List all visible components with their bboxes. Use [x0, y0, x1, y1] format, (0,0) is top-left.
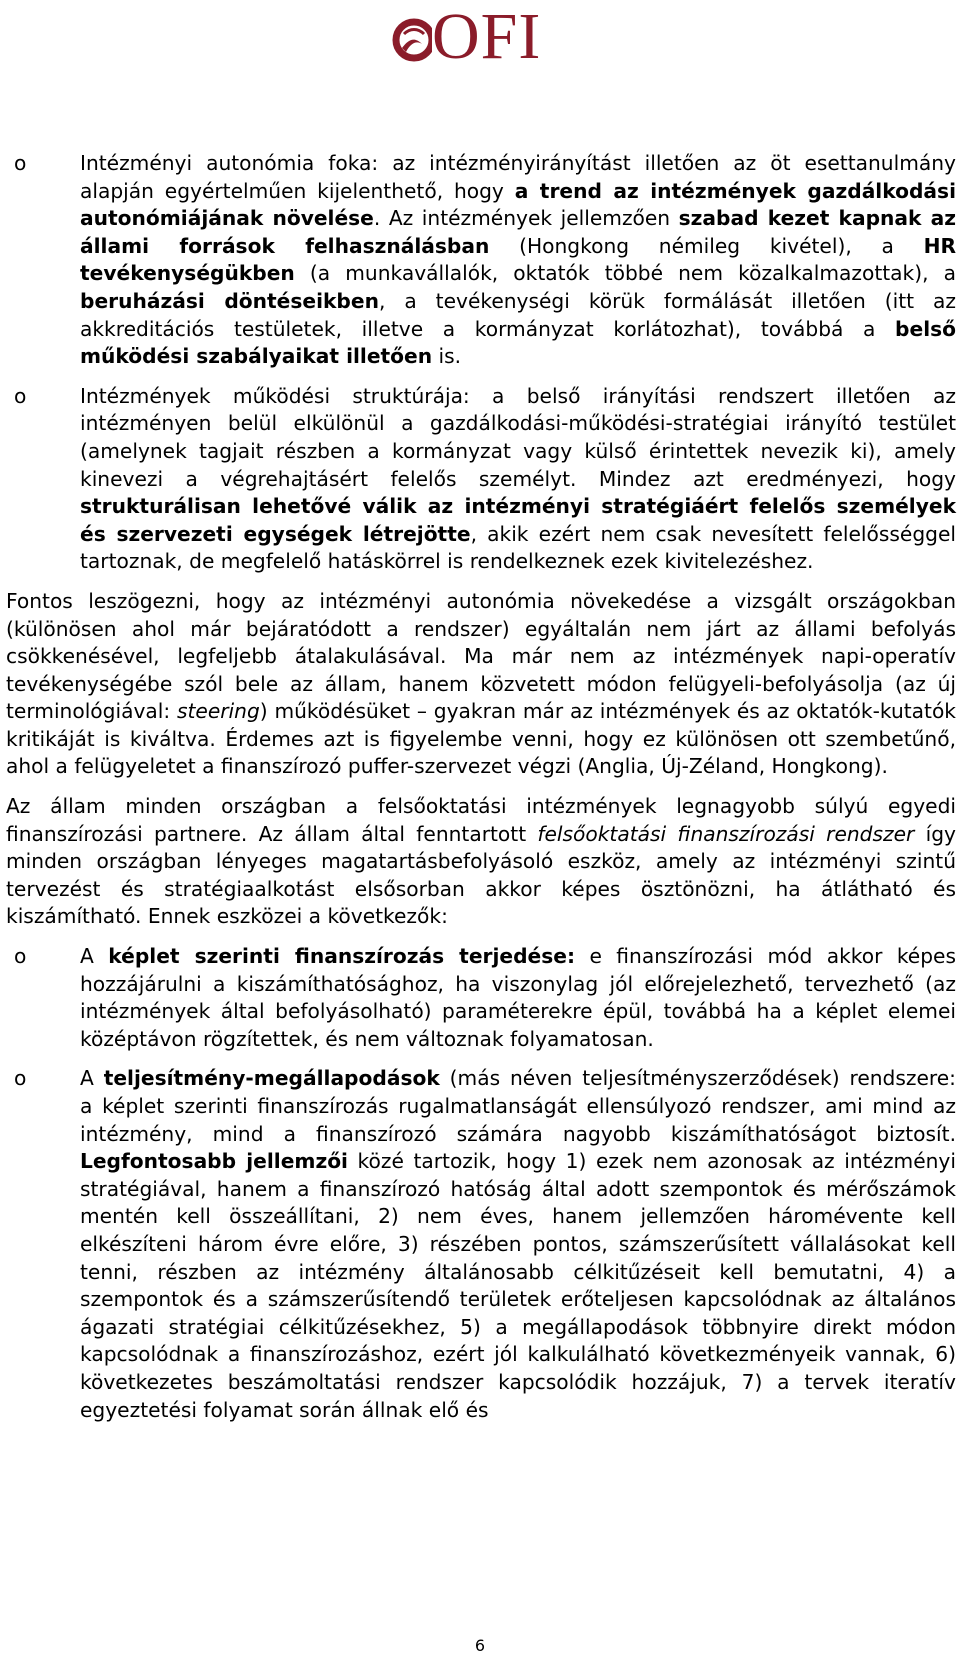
text-run: e finanszírozási mód akkor képes hozzájárulni a kiszámíthatósághoz, ha viszonylag jól előrejelezhető, tervezhető (az intézmények által befolyásolható) paraméterekre épül, továbbá ha a képlet elemei középtávon rögzítettek, és nem változnak folyamatosan. [80, 944, 956, 1051]
bullet-marker: o [14, 151, 27, 175]
text-run: A [80, 944, 109, 969]
page-number: 6 [474, 1636, 486, 1655]
text-run: (más néven teljesítményszerződések) rendszere: a képlet szerinti finanszírozás rugalmatlanságát ellensúlyozó rendszer, ami mind az intézmény, mind a finanszírozó számára nagyobb kiszámíthatóságot biztosít. [80, 1066, 956, 1146]
bold-text: belső működési szabályaikat illetően [80, 316, 956, 369]
text-run: , a tevékenységi körük formálását illetően (itt az akkreditációs testületek, illetve a kormányzat korlátozhat), továbbá a [80, 288, 956, 341]
bold-text: HR tevékenységükben [80, 233, 957, 286]
bullet-marker: o [14, 383, 27, 408]
text-run: Intézményi autonómia foka: az intézményirányítást illetően az öt esettanulmány alapján egyértelműen kijelenthető, hogy [80, 151, 956, 203]
text-run: . Az intézmények jellemzően [373, 206, 679, 231]
bullet-marker: o [14, 1066, 27, 1091]
bold-text: teljesítmény-megállapodások [103, 1066, 440, 1091]
text-run: ) működésüket – gyakran már az intézmények és az oktatók-kutatók kritikáját is kiváltva. Érdemes azt is figyelembe venni, hogy ez különösen ott szembetűnő, ahol a felügyeletet a finanszírozó puffer-szervezet végzi (Anglia, Új-Zéland, Hongkong). [6, 699, 956, 779]
text-run: közé tartozik, hogy 1) ezek nem azonosak az intézményi stratégiával, hanem a finanszírozó hatóság által adott szempontok és mérőszámok mentén kell összeállítani, 2) nem éves, hanem jellemzően háromévente kell elkészíteni három évre előre, 3) részében pontos, számszerűsített vállalásokat kell tenni, részben az intézmény általánosabb célkitűzéseit kell bemutatni, 4) a szempontok és a számszerűsítendő területek erőteljesen kapcsolódnak az általános ágazati stratégiai célkitűzésekhez, 5) a megállapodások többnyire direkt módon kapcsolódnak a finanszírozáshoz, ezért jól kalkulálható következményeik vannak, 6) következetes beszámoltatási rendszer kapcsolódik hozzájuk, 7) a tervek iteratív egyeztetési folyamat során állnak elő és [80, 1149, 956, 1422]
paragraph-list [6, 588, 956, 931]
bullet-item [6, 943, 956, 1053]
bold-text: szabad kezet kapnak az állami források felhasználásban [80, 206, 956, 258]
text-run: Fontos leszögezni, hogy az intézményi autonómia növekedése a vizsgált országokban (különösen ahol már bejáratódott a rendszer) egyáltalán nem járt az állami befolyás csökkenésével, legfeljebb átalakulásával. Ma már nem az intézmények napi-operatív tevékenységébe szól bele az állam, hanem közvetett módon felügyeli-befolyásolja (az új terminológiával: [6, 588, 956, 724]
ofi-logo-emblem [392, 10, 432, 70]
italic-text: felsőoktatási finanszírozási rendszer [537, 821, 915, 846]
text-run: Intézmények működési struktúrája: a belső irányítási rendszert illetően az intézményen belül elkülönül a gazdálkodási-működési-stratégiai irányító testület (amelynek tagjait részben a kormányzat vagy külső érintettek nevezik ki), amely kinevezi a végrehajtásért felelős személyt. Mindez azt eredményezi, hogy [80, 383, 956, 491]
text-run: A [80, 1066, 104, 1091]
text-run: így minden országban lényeges magatartásbefolyásoló eszköz, amely az intézményi szintű tervezést és stratégiaalkotást elsősorban akkor képes ösztönözni, ha átlátható és kiszámítható. Ennek eszközei a következők: [6, 821, 956, 929]
bold-text: képlet szerinti finanszírozás terjedése: [108, 944, 576, 969]
paragraph [6, 588, 956, 781]
bold-text: strukturálisan lehetővé válik az intézményi stratégiáért felelős személyek és szervezeti egységek létrejötte [80, 494, 956, 546]
paragraph [6, 793, 956, 931]
italic-text: steering [176, 699, 260, 724]
document-body [6, 150, 956, 1436]
text-run: (a munkavállalók, oktatók többé nem közalkalmazottak), a [294, 261, 956, 286]
bullet-list-bottom [6, 943, 956, 1424]
text-run: is. [432, 344, 462, 369]
bold-text: Legfontosabb jellemzői [80, 1149, 348, 1174]
bullet-list-top [6, 150, 956, 576]
text-run: , akik ezért nem csak nevesített felelősséggel tartoznak, de megfelelő hatáskörrel is rendelkeznek ezek kivitelezéshez. [80, 521, 956, 574]
ofi-logo [392, 0, 542, 73]
bold-text: a trend az intézmények gazdálkodási autonómiájának növelése [80, 178, 956, 231]
bullet-marker: o [14, 944, 27, 969]
bullet-item [6, 150, 956, 371]
ofi-logo-text: OFI [432, 0, 542, 73]
text-run: (Hongkong némileg kivétel), a [489, 233, 924, 258]
bullet-item [6, 383, 956, 576]
bold-text: beruházási döntéseikben [80, 288, 379, 313]
bullet-item [6, 1065, 956, 1424]
text-run: Az állam minden országban a felsőoktatási intézmények legnagyobb súlyú egyedi finanszírozási partnere. Az állam által fenntartott [6, 794, 956, 846]
